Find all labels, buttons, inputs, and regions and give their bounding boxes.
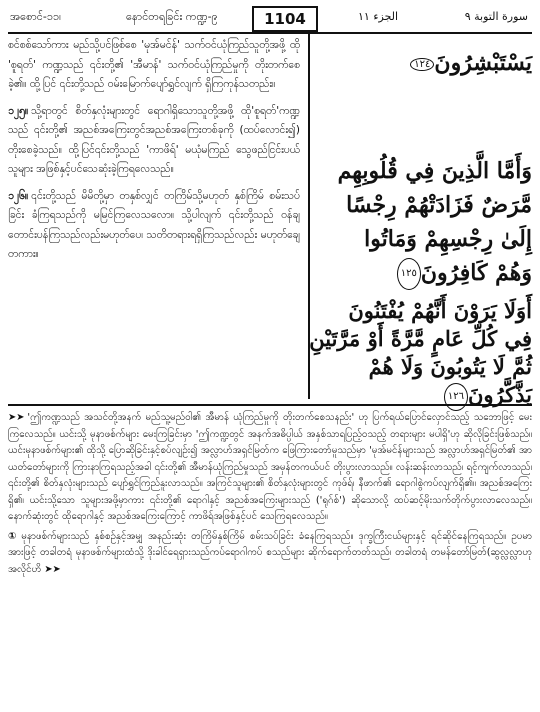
book-page bbox=[8, 6, 532, 706]
verse-124-translation bbox=[8, 36, 300, 95]
verse-125-translation bbox=[8, 102, 300, 180]
arabic-line: إِلَىٰ رِجْسِهِمْ وَمَاتُوا bbox=[364, 226, 532, 252]
footnote-text: 'ဤကဏ္ဍသည် အသင်တို့အနက် မည်သူ့မည်ဝါ၏ အီမာန် ယုံကြည်မှုကို တိုးတက်စေသနည်း' ဟု ပြက်ရယ်ပြောင်လှောင်သည့် သဘောဖြင့် မေးကြလေသည်။ ယင်းသို့ မုနာဖစ်က်များ မေးကြခြင်းမှာ 'ဤကဏ္ဍတွင် အနက်အဓိပ္ပါယ် အနှစ်သာရပြည့်ဝသည့် တရားများ မပါရှိ'ဟု ဆိုလိုခြင်းဖြစ်သည်။ ယင်းမုနာဖစ်က်များ၏ ထိုသို့ ပြောဆိုခြင်းနှင့်စပ်လျဉ်း၍ အလ္လာဟ်အရှင်မြတ်က ဖြေကြားတော်မူသည်မှာ 'မုအ်မင်န်များသည် အလ္လာဟ်အရှင်မြတ်၏ အာယတ်တော်များကို ကြားနာကြရသည့်အခါ ၎င်းတို့၏ အီမာန်ယုံကြည်မှုသည် အမှန်တကယ်ပင် တိုးပွားလာသည်။ လန်းဆန်းလာသည်၊ ရင့်ကျက်လာသည်၊ ၎င်းတို့၏ စိတ်နှလုံးများသည် ပျော်ရွှင်ကြည်နူးလာသည်။ အကြင်သူများ၏ စိတ်နှလုံးများတွင် ကုဖ်ရ်၊ နီဖာက်၏ ရောဂါစွဲကပ်လျက်ရှိ၏။ အညစ်အကြေးရှိ၏၊ ယင်းသို့သော သူများအဖို့မှာကား ၎င်းတို့၏ ရောဂါနှင့် အညစ်အကြေးများသည် ('ရုဂ်စ်') ဆိုသောလို့ ထပ်ဆင့်မိုးသက်တိုက်ပွားလာလေသည်။ နောက်ဆုံးတွင် ထိုရောဂါနှင့် အညစ်အကြေးကြောင့် ကာဖိရ်အဖြစ်နှင့်ပင် သေကြရလေသည်။ bbox=[8, 412, 532, 522]
verse-text: သို့ရာတွင် စိတ်နှလုံးများတွင် ရောဂါရှိသောသူတို့အဖို့ ထို'စူရတ်'ကဏ္ဍသည် ၎င်းတို့၏ အညစ်အကြေးတွင်အညစ်အကြေးတစ်ခုကို (ထပ်လောင်း၍) တိုးစေခဲ့သည်။ ထို့ပြင်၎င်းတို့သည် 'ကာဖိရ်' မယုံမကြည် သွေဖည်ငြင်းပယ်သူများ အဖြစ်နှင့်ပင်သေဆုံးခဲ့ကြရလေသည်။ bbox=[8, 104, 300, 175]
translation-column bbox=[8, 36, 300, 398]
verse-end-marker: ١٢٤ bbox=[410, 58, 434, 71]
arabic-line: ثُمَّ لَا يَتُوبُونَ وَلَا هُمْ bbox=[368, 354, 532, 379]
footnote-paragraph bbox=[8, 529, 532, 579]
arabic-text: يَسْتَبْشِرُونَ bbox=[434, 50, 532, 76]
volume-label: အစောင်-၁၁၊ bbox=[10, 10, 61, 23]
section-label: နောင်တရခြင်း ကဏ္ဍ-၉ bbox=[126, 10, 218, 23]
arabic-text: يَذَّكَّرُونَ bbox=[467, 382, 532, 407]
verse-number: ၁၂၆။ bbox=[8, 189, 29, 202]
arabic-verse-125 bbox=[316, 156, 532, 294]
arabic-line bbox=[316, 258, 532, 290]
arabic-line: أَوَلَا يَرَوْنَ أَنَّهُمْ يُفْتَنُونَ bbox=[348, 298, 532, 323]
verse-126-translation bbox=[8, 187, 300, 265]
continue-arrow-icon: ➤➤ bbox=[44, 563, 61, 575]
footnote-paragraph bbox=[8, 410, 532, 526]
footnote-text: မုနာဖစ်က်များသည် နှစ်စဉ်နှင့်အမျှ အနည်းဆုံး တကြိမ်နှစ်ကြိမ် စမ်းသပ်ခြင်း ခံနေကြရသည်။ ဒုက္ခကြီးငယ်များနှင့် ရင်ဆိုင်နေကြရသည်။ ဥပမာအားဖြင့် တခါတရံ မုနာဖစ်က်များထံသို့ ဒိုးခါင်ရေရှားသည်ကပ်ရောဂါကပ် စသည်များ ဆိုက်ရောက်တတ်သည်၊ တခါတရံ တမန်တော်မြတ်(ဆွလ္လလ္လာဟု အလိုင်ဟိ bbox=[8, 530, 532, 575]
arabic-text: وَهُمْ كَافِرُونَ bbox=[420, 260, 532, 286]
page-header bbox=[8, 6, 532, 34]
verse-text: စင်စစ်သော်ကား မည်သို့ပင်ဖြစ်စေ 'မုအ်မင်န်' သက်ဝင်ယုံကြည်သူတို့အဖို့ ထို 'စူရတ်' ကဏ္ဍသည် ၎င်းတို့၏ 'အီမာန်' သက်ဝင်ယုံကြည်မှုကို တိုးတက်စေခဲ့၏။ ထို့ပြင် ၎င်းတို့သည် ဝမ်းမြောက်ပျော်ရွှင်လျက် ရှိကြကုန်သတည်း။ bbox=[8, 39, 300, 90]
verse-number: ၁၂၅။ bbox=[8, 104, 29, 117]
verse-end-marker: ١٢٦ bbox=[444, 383, 468, 411]
commentary-footnote bbox=[8, 404, 532, 581]
juz-label: الجزء ١١ bbox=[358, 10, 399, 23]
page-number: 1104 bbox=[252, 6, 318, 32]
verse-text: ၎င်းတို့သည် မိမိတို့မှာ တနှစ်လျှင် တကြိမ်သို့မဟုတ် နှစ်ကြိမ် စမ်းသပ်ခြင်း ခံကြရသည်ကို မမြင်ကြလေသလော။ သို့ပါလျက် ၎င်းတို့သည် ဝန်ချတောင်းပန်ကြသည်လည်းမဟုတ်ပေ၊ သတိတရားရရှိကြသည်လည်း မဟုတ်ချေတကား။ bbox=[8, 189, 300, 260]
arabic-column bbox=[309, 36, 532, 407]
arabic-line: وَأَمَّا الَّذِينَ فِي قُلُوبِهِم bbox=[337, 158, 532, 184]
arrow-icon: ➤➤ bbox=[8, 412, 25, 423]
verse-end-marker: ١٢٥ bbox=[397, 258, 421, 290]
surah-label: سورة التوبة ٩ bbox=[464, 10, 528, 23]
arabic-line: فِي كُلِّ عَامٍ مَّرَّةً أَوْ مَرَّتَيْنِ bbox=[309, 326, 532, 351]
arabic-line: مَّرَضٌ فَزَادَتْهُمْ رِجْسًا bbox=[346, 192, 532, 218]
arabic-verse-124 bbox=[407, 50, 532, 76]
footnote-marker: ① bbox=[8, 530, 19, 542]
arabic-verse-126 bbox=[309, 298, 532, 413]
